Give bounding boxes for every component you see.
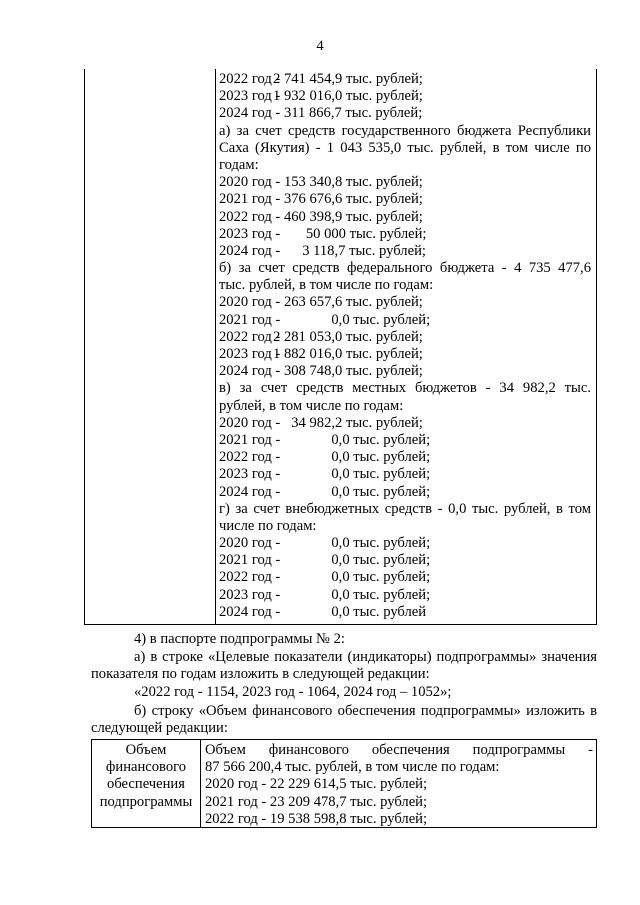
amount-value: 0,0 тыс. рублей; — [273, 311, 431, 328]
year-amount-line — [219, 449, 591, 466]
year-amount-line — [219, 587, 591, 604]
year-label: 2023 год - — [219, 225, 281, 242]
year-amount-line — [219, 226, 591, 243]
year-label: 2021 год - — [219, 311, 281, 328]
amount-value: 311 866,7 тыс. рублей; — [273, 105, 423, 122]
year-label: 2022 год - — [219, 71, 281, 87]
row-header-line: Объем — [125, 742, 167, 758]
item-b-line-1: б) строку «Объем финансового обеспечения подпрограммы» изложить в — [134, 703, 597, 719]
text-line: годам: — [219, 156, 259, 173]
text-line: б) за счет средств федерального бюджета - 4 735 477,6 — [219, 260, 591, 277]
year-amount-line — [219, 209, 591, 226]
financing-table-continuation — [84, 69, 597, 625]
year-label: 2023 год - — [219, 346, 281, 362]
row-header-line: финансового — [105, 759, 187, 776]
amount-value: 1 882 016,0 тыс. рублей; — [273, 346, 423, 362]
amount-value: 0,0 тыс. рублей; — [273, 466, 431, 483]
amount-value: 0,0 тыс. рублей — [273, 603, 427, 620]
year-label: 2020 год - — [219, 294, 281, 311]
text-line: в) за счет средств местных бюджетов - 34 982,2 тыс. — [219, 380, 591, 397]
year-label: 2021 год - — [219, 431, 281, 448]
year-label: 2020 год - — [219, 535, 281, 552]
year-label: 2024 год - — [219, 242, 281, 259]
amount-value: 0,0 тыс. рублей; — [273, 569, 431, 586]
year-amount-line — [219, 105, 591, 122]
year-label: 2023 год - — [219, 466, 281, 483]
text-line: г) за счет внебюджетных средств - 0,0 тыс. рублей, в том — [219, 500, 591, 517]
year-label: 2022 год - — [219, 569, 281, 586]
table-column-divider — [215, 69, 216, 624]
amount-value: 0,0 тыс. рублей; — [273, 483, 431, 500]
year-label: 2022 год - — [219, 328, 281, 345]
row-header-line: обеспечения — [107, 776, 185, 793]
amount-value: 0,0 тыс. рублей; — [273, 535, 431, 552]
amount-value: 308 748,0 тыс. рублей; — [273, 363, 423, 380]
row-header-cell — [92, 742, 200, 811]
item-4-heading: 4) в паспорте подпрограммы № 2: — [134, 631, 345, 647]
text-line: числе по годам: — [219, 517, 317, 534]
year-amount-line — [219, 88, 591, 105]
year-amount-line — [219, 484, 591, 501]
text-line: тыс. рублей, в том числе по годам: — [219, 277, 434, 294]
year-label: 2020 год - — [219, 174, 281, 191]
year-amount-line — [219, 294, 591, 311]
financing-details-cell — [219, 71, 591, 621]
amount-value: 2 741 454,9 тыс. рублей; — [273, 71, 423, 87]
year-amount-line — [219, 569, 591, 586]
year-label: 2020 год - — [219, 414, 281, 431]
year-label: 2023 год - — [219, 586, 281, 603]
subprogram-financing-table — [91, 739, 597, 828]
amount-value: 376 676,6 тыс. рублей; — [273, 191, 423, 208]
year-amount-line — [219, 346, 591, 363]
financing-line: Объем финансового обеспечения подпрограммы - — [205, 742, 593, 758]
year-label: 2024 год - — [219, 483, 281, 500]
year-amount-line — [219, 312, 591, 329]
year-label: 2024 год - — [219, 603, 281, 620]
financing-value-cell — [205, 742, 593, 828]
year-amount-line — [219, 243, 591, 260]
year-label: 2023 год - — [219, 88, 281, 105]
item-a-line-1: а) в строке «Целевые показатели (индикаторы) подпрограммы» значения — [134, 649, 597, 665]
amount-value: 0,0 тыс. рублей; — [273, 586, 431, 603]
amount-value: 1 932 016,0 тыс. рублей; — [273, 88, 423, 105]
financing-line: 2020 год - 22 229 614,5 тыс. рублей; — [205, 776, 428, 793]
year-label: 2022 год - — [219, 449, 281, 466]
year-label: 2024 год - — [219, 105, 281, 122]
year-amount-line — [219, 174, 591, 191]
year-label: 2021 год - — [219, 191, 281, 208]
amount-value: 2 281 053,0 тыс. рублей; — [273, 328, 423, 345]
year-amount-line — [219, 432, 591, 449]
amount-value: 50 000 тыс. рублей; — [273, 225, 427, 242]
item-b-line-2: следующей редакции: — [91, 720, 228, 736]
amount-value: 263 657,6 тыс. рублей; — [273, 294, 423, 311]
year-amount-line — [219, 363, 591, 380]
financing-line: 87 566 200,4 тыс. рублей, в том числе по годам: — [205, 759, 500, 776]
item-a-line-2: показателя по годам изложить в следующей редакции: — [91, 666, 430, 682]
year-amount-line — [219, 466, 591, 483]
text-line: а) за счет средств государственного бюджета Республики — [219, 122, 591, 139]
year-amount-line — [219, 329, 591, 346]
year-amount-line — [219, 191, 591, 208]
amount-value: 153 340,8 тыс. рублей; — [273, 174, 423, 191]
row-header-line: подпрограммы — [99, 793, 193, 810]
amount-value: 3 118,7 тыс. рублей; — [273, 242, 426, 259]
page-number: 4 — [316, 38, 324, 54]
year-amount-line — [219, 604, 591, 621]
year-amount-line — [219, 71, 591, 88]
year-amount-line — [219, 535, 591, 552]
text-line: Саха (Якутия) - 1 043 535,0 тыс. рублей, в том числе по — [219, 139, 591, 156]
amount-value: 0,0 тыс. рублей; — [273, 552, 431, 569]
year-label: 2022 год - — [219, 208, 281, 225]
year-label: 2021 год - — [219, 552, 281, 569]
text-line: рублей, в том числе по годам: — [219, 397, 404, 414]
amount-value: 34 982,2 тыс. рублей; — [273, 414, 423, 431]
financing-line: 2021 год - 23 209 478,7 тыс. рублей; — [205, 793, 428, 810]
year-amount-line — [219, 415, 591, 432]
table-column-divider — [200, 740, 201, 827]
amount-value: 0,0 тыс. рублей; — [273, 449, 431, 466]
amount-value: 460 398,9 тыс. рублей; — [273, 208, 423, 225]
amount-value: 0,0 тыс. рублей; — [273, 431, 431, 448]
item-a-values: «2022 год - 1154, 2023 год - 1064, 2024 год – 1052»; — [134, 684, 452, 700]
year-amount-line — [219, 552, 591, 569]
year-label: 2024 год - — [219, 363, 281, 380]
financing-line: 2022 год - 19 538 598,8 тыс. рублей; — [205, 810, 428, 827]
